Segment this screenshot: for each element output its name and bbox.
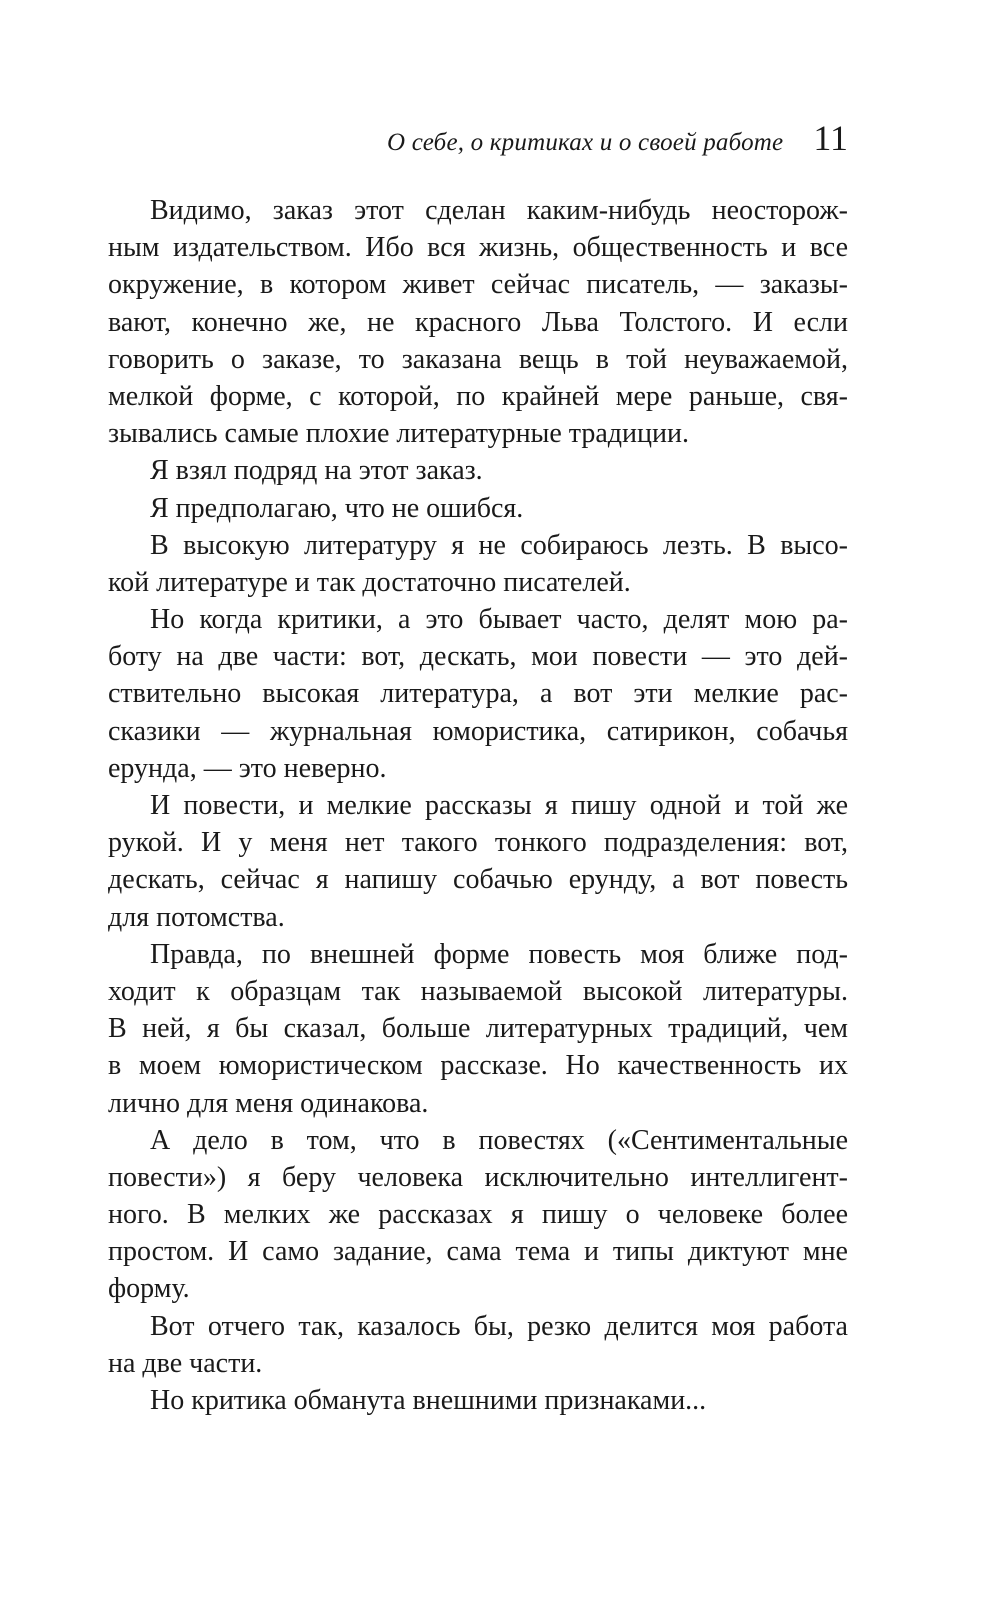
text-line: ерунда, — это неверно.: [108, 752, 387, 784]
text-line: ным издательством. Ибо вся жизнь, общественность и все: [108, 232, 848, 264]
text-line: И повести, и мелкие рассказы я пишу одной и той же: [150, 790, 848, 821]
text-line: боту на две части: вот, дескать, мои повести — это дей-: [108, 641, 848, 673]
text-line: ствительно высокая литература, а вот эти мелкие рас-: [108, 678, 848, 710]
text-line: простом. И само задание, сама тема и типы диктуют мне: [108, 1236, 848, 1268]
text-line: В ней, я бы сказал, больше литературных традиций, чем: [108, 1013, 848, 1045]
text-line: вают, конечно же, не красного Льва Толстого. И если: [108, 306, 848, 338]
text-line: зывались самые плохие литературные традиции.: [108, 418, 689, 450]
text-line: говорить о заказе, то заказана вещь в той неуважаемой,: [108, 343, 848, 375]
text-line: на две части.: [108, 1347, 263, 1379]
text-line: Вот отчего так, казалось бы, резко делится моя работа: [150, 1310, 848, 1342]
text-line: А дело в том, что в повестях («Сентиментальные: [150, 1124, 848, 1156]
text-line: Но когда критики, а это бывает часто, делят мою ра-: [150, 604, 848, 636]
text-line: Правда, по внешней форме повесть моя ближе под-: [150, 938, 848, 970]
page-number: 11: [813, 118, 848, 158]
text-line: Но критика обманута внешними признаками...: [150, 1385, 707, 1416]
text-line: В высокую литературу я не собираюсь лезть. В высо-: [150, 529, 848, 561]
text-line: повести») я беру человека исключительно интеллигент-: [108, 1161, 848, 1193]
text-line: в моем юмористическом рассказе. Но качественность их: [108, 1050, 848, 1082]
text-line: ного. В мелких же рассказах я пишу о человеке более: [108, 1199, 848, 1231]
text-line: для потомства.: [108, 901, 285, 933]
text-line: мелкой форме, с которой, по крайней мере раньше, свя-: [108, 380, 848, 412]
text-line: форму.: [108, 1273, 190, 1305]
text-line: рукой. И у меня нет такого тонкого подразделения: вот,: [108, 827, 848, 859]
text-line: Видимо, заказ этот сделан каким-нибудь неосторож-: [150, 195, 848, 226]
running-title: О себе, о критиках и о своей работе: [387, 129, 784, 156]
text-line: Я взял подряд на этот заказ.: [150, 455, 483, 487]
text-line: сказики — журнальная юмористика, сатирикон, собачья: [108, 715, 848, 747]
text-line: кой литературе и так достаточно писателей.: [108, 566, 631, 598]
text-line: окружение, в котором живет сейчас писатель, — заказы-: [108, 269, 848, 301]
text-line: Я предполагаю, что не ошибся.: [150, 492, 524, 524]
text-line: лично для меня одинакова.: [108, 1087, 429, 1119]
text-line: ходит к образцам так называемой высокой литературы.: [108, 975, 848, 1007]
text-line: дескать, сейчас я напишу собачью ерунду, а вот повесть: [108, 864, 848, 896]
body-text: [108, 192, 848, 1419]
running-head: [108, 120, 848, 180]
